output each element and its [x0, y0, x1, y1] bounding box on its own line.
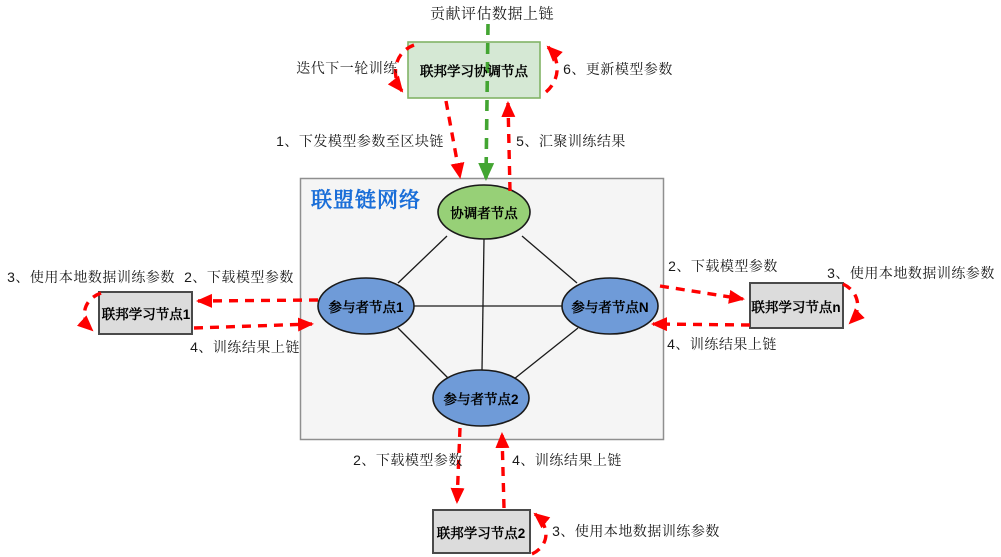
participant2-label: 参与者节点2 [443, 392, 519, 407]
arrow-update-model-params [546, 47, 557, 92]
participantN-label: 参与者节点N [571, 300, 649, 315]
right-step2-label: 2、下载模型参数 [668, 258, 778, 274]
step5-label: 5、汇聚训练结果 [516, 133, 626, 149]
chain-data-label: 贡献评估数据上链 [429, 5, 555, 23]
bottom-step4-label: 4、训练结果上链 [512, 452, 622, 468]
arrow-bottom-step3-local-train [532, 514, 546, 554]
bottom-step3-label: 3、使用本地数据训练参数 [552, 523, 720, 539]
left-step2-label: 2、下载模型参数 [184, 269, 294, 285]
fl-noden-label: 联邦学习节点n [751, 300, 841, 315]
right-step3-label: 3、使用本地数据训练参数 [827, 265, 995, 281]
step6-label: 6、更新模型参数 [563, 61, 673, 77]
fl-coordinator-box-label: 联邦学习协调节点 [420, 64, 528, 79]
left-step3-label: 3、使用本地数据训练参数 [7, 269, 175, 285]
left-step4-label: 4、训练结果上链 [190, 339, 300, 355]
network-title: 联盟链网络 [311, 189, 421, 212]
arrow-right-step2-download [660, 286, 743, 299]
participant1-label: 参与者节点1 [328, 300, 404, 315]
arrow-contribution-data-onchain [486, 24, 488, 178]
iterate-label: 迭代下一轮训练 [296, 60, 398, 76]
fl-node1-label: 联邦学习节点1 [101, 307, 191, 322]
bottom-step2-label: 2、下载模型参数 [353, 452, 463, 468]
step1-label: 1、下发模型参数至区块链 [276, 133, 444, 149]
arrow-right-step3-local-train [843, 284, 858, 323]
arrow-right-step4-upchain [653, 324, 750, 325]
fl-node2-label: 联邦学习节点2 [436, 526, 526, 541]
arrow-left-step4-upchain [194, 324, 312, 328]
arrow-step1-send-params [446, 101, 460, 177]
arrow-left-step2-download [198, 300, 318, 301]
arrow-bottom-step4-upchain [502, 434, 504, 508]
coordinator-node-label: 协调者节点 [450, 206, 518, 221]
right-step4-label: 4、训练结果上链 [667, 336, 777, 352]
